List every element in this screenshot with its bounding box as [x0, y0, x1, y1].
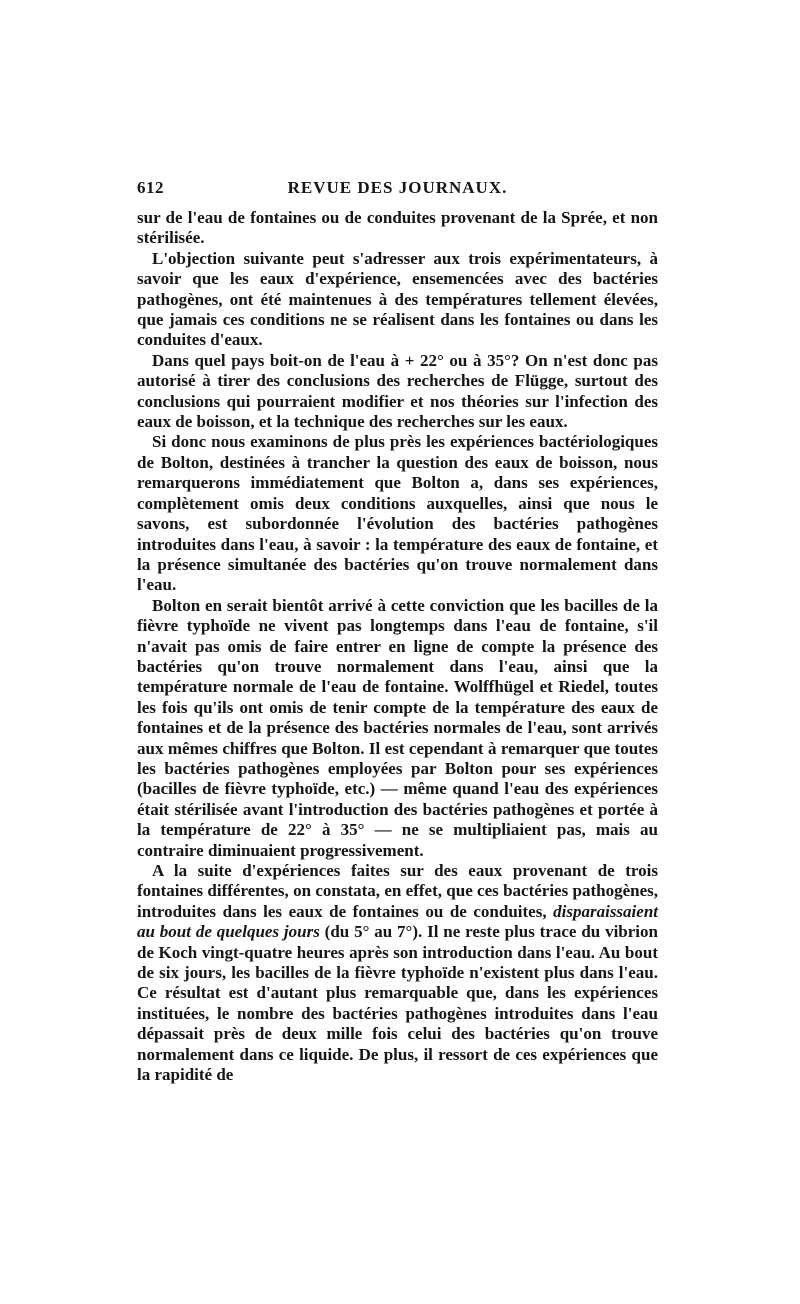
emphasized-text: disparaissaient au bout de quelques jours [137, 901, 658, 942]
paragraph-text-after-emphasis: (du 5° au 7°). Il ne reste plus trace du vibrion de Koch vingt-quatre heures après son introduction dans l'eau. Au bout de six jours, les bacilles de la fièvre typhoïde n'existent plus dans l'eau. Ce résultat est d'autant plus remarquable que, dans les expériences instituées, le nombre des bactéries pathogènes introduites dans l'eau dépassait près de deux mille fois celui des bactéries qu'on trouve normalement dans ce liquide. De plus, il ressort de ces expériences que la rapidité de [137, 922, 658, 1085]
page-header [137, 178, 658, 204]
page-number: 612 [137, 178, 164, 197]
paragraph-text-before-emphasis: A la suite d'expériences faites sur des eaux provenant de trois fontaines différentes, on constata, en effet, que ces bactéries pathogènes, introduites dans les eaux de fontaines ou de conduites, [137, 861, 658, 921]
paragraph-fountain-results [137, 861, 658, 1085]
paragraph-bolton-experiments: Si donc nous examinons de plus près les expériences bactériologiques de Bolton, destinées à trancher la question des eaux de boisson, nous remarquerons immédiatement que Bolton a, dans ses expériences, complètement omis deux conditions auxquelles, ainsi que nous le savons, est subordonnée l'évolution des bactéries pathogènes introduites dans l'eau, à savoir : la température des eaux de fontaine, et la présence simultanée des bactéries qu'on trouve normalement dans l'eau. [137, 432, 658, 595]
running-title: REVUE DES JOURNAUX. [287, 178, 508, 197]
paragraph-objection: L'objection suivante peut s'adresser aux trois expérimentateurs, à savoir que les eaux d'expérience, ensemencées avec des bactéries pathogènes, ont été maintenues à des températures tellement élevées, que jamais ces conditions ne se réalisent dans les fontaines ou dans les conduites d'eaux. [137, 248, 658, 350]
paragraph-continuation: sur de l'eau de fontaines ou de conduites provenant de la Sprée, et non stérilisée. [137, 208, 658, 248]
paragraph-question: Dans quel pays boit-on de l'eau à + 22° ou à 35°? On n'est donc pas autorisé à tirer des conclusions des recherches de Flügge, surtout des conclusions qui pourraient modifier et nos théories sur l'infection des eaux de boisson, et la technique des recherches sur les eaux. [137, 350, 658, 432]
body-text [137, 208, 658, 1085]
paragraph-bolton-conviction: Bolton en serait bientôt arrivé à cette conviction que les bacilles de la fièvre typhoïde ne vivent pas longtemps dans l'eau de fontaine, s'il n'avait pas omis de faire entrer en ligne de compte la présence des bactéries qu'on trouve normalement dans l'eau, ainsi que la température normale de l'eau de fontaine. Wolffhügel et Riedel, toutes les fois qu'ils ont omis de tenir compte de la température des eaux de fontaines et de la présence des bactéries normales de l'eau, sont arrivés aux mêmes chiffres que Bolton. Il est cependant à remarquer que toutes les bactéries pathogènes employées par Bolton pour ses expériences (bacilles de fièvre typhoïde, etc.) — même quand l'eau des expériences était stérilisée avant l'introduction des bactéries pathogènes et portée à la température de 22° à 35° — ne se multipliaient pas, mais au contraire diminuaient progressivement. [137, 595, 658, 860]
